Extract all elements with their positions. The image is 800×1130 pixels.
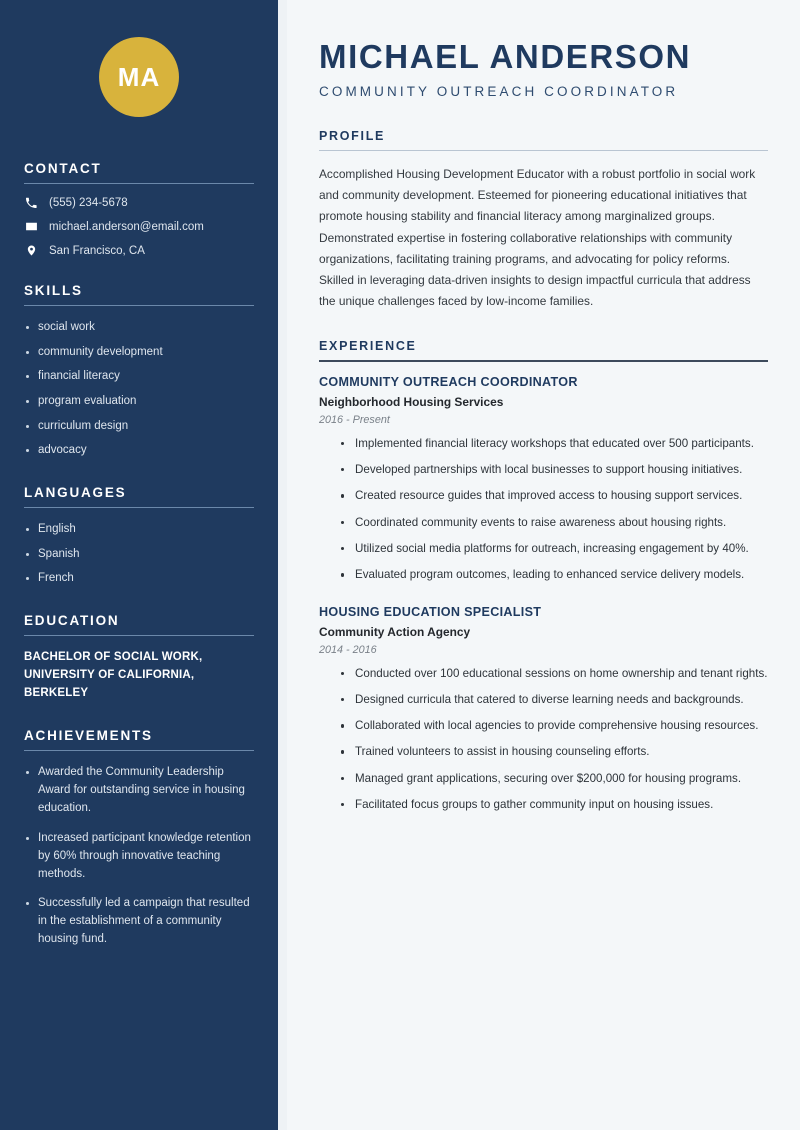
contact-divider (24, 183, 254, 184)
list-item: advocacy (24, 442, 254, 459)
avatar-container (24, 0, 254, 161)
list-item: Managed grant applications, securing over $200,000 for housing programs. (341, 770, 768, 788)
list-item: Utilized social media platforms for outreach, increasing engagement by 40%. (341, 540, 768, 558)
list-item: Designed curricula that catered to diverse learning needs and backgrounds. (341, 691, 768, 709)
phone-icon (24, 197, 38, 209)
profile-divider (319, 150, 768, 151)
job-bullet-list (319, 435, 768, 585)
page-title: MICHAEL ANDERSON (319, 38, 692, 75)
section-experience (319, 339, 768, 814)
achievements-list (24, 764, 254, 948)
sidebar-section-languages (24, 485, 254, 587)
list-item: Facilitated focus groups to gather community input on housing issues. (341, 796, 768, 814)
list-item: community development (24, 344, 254, 361)
main-content (287, 0, 800, 1130)
list-item: Implemented financial literacy workshops that educated over 500 participants. (341, 435, 768, 453)
list-item: Collaborated with local agencies to provide comprehensive housing resources. (341, 717, 768, 735)
list-item: social work (24, 319, 254, 336)
contact-heading: CONTACT (24, 161, 102, 176)
sidebar-section-achievements (24, 728, 254, 948)
list-item: Trained volunteers to assist in housing counseling efforts. (341, 743, 768, 761)
skills-heading: SKILLS (24, 283, 83, 298)
achievements-heading: ACHIEVEMENTS (24, 728, 153, 744)
list-item: financial literacy (24, 368, 254, 385)
sidebar-section-education (24, 613, 254, 702)
skills-divider (24, 305, 254, 306)
list-item: Conducted over 100 educational sessions on home ownership and tenant rights. (341, 665, 768, 683)
list-item: Coordinated community events to raise awareness about housing rights. (341, 514, 768, 532)
contact-row-location[interactable] (24, 244, 254, 257)
languages-heading: LANGUAGES (24, 485, 127, 501)
column-divider (278, 0, 287, 1130)
job-dates: 2016 - Present (319, 413, 390, 426)
experience-divider (319, 360, 768, 361)
experience-job (319, 375, 768, 585)
education-divider (24, 635, 254, 636)
job-company: Community Action Agency (319, 624, 471, 639)
headline-job-title: COMMUNITY OUTREACH COORDINATOR (319, 83, 679, 99)
list-item: Developed partnerships with local businesses to support housing initiatives. (341, 461, 768, 479)
job-bullet-list (319, 665, 768, 815)
achievements-divider (24, 750, 254, 751)
job-dates: 2014 - 2016 (319, 643, 377, 656)
list-item: Successfully led a campaign that resulted in the establishment of a community housing fund. (24, 895, 254, 948)
list-item: curriculum design (24, 418, 254, 435)
envelope-icon (24, 220, 38, 233)
list-item: program evaluation (24, 393, 254, 410)
sidebar-section-skills (24, 283, 254, 459)
section-profile (319, 129, 768, 312)
job-role: HOUSING EDUCATION SPECIALIST (319, 604, 542, 619)
avatar: MA (99, 37, 179, 117)
experience-heading: EXPERIENCE (319, 339, 417, 354)
list-item: Increased participant knowledge retention by 60% through innovative teaching methods. (24, 830, 254, 883)
contact-row-phone[interactable] (24, 197, 254, 209)
list-item: Created resource guides that improved access to housing support services. (341, 487, 768, 505)
education-heading: EDUCATION (24, 613, 120, 629)
list-item: Spanish (24, 546, 254, 563)
contact-email-value: michael.anderson@email.com (49, 220, 204, 233)
sidebar-section-contact (24, 161, 254, 257)
contact-location-value: San Francisco, CA (49, 244, 145, 257)
languages-list (24, 521, 254, 587)
profile-heading: PROFILE (319, 128, 386, 143)
list-item: English (24, 521, 254, 538)
languages-divider (24, 507, 254, 508)
education-entry (24, 649, 254, 702)
list-item: Awarded the Community Leadership Award for outstanding service in housing education. (24, 764, 254, 817)
contact-phone-value: (555) 234-5678 (49, 197, 128, 209)
education-school: UNIVERSITY OF CALIFORNIA, BERKELEY (24, 668, 195, 699)
list-item: French (24, 570, 254, 587)
list-item: Evaluated program outcomes, leading to enhanced service delivery models. (341, 566, 768, 584)
sidebar (0, 0, 278, 1130)
map-pin-icon (24, 244, 38, 257)
profile-text: Accomplished Housing Development Educator with a robust portfolio in social work and community development. Esteemed for pioneering educational initiatives that promote housing stability and financial literacy among marginalized groups. Demonstrated expertise in fostering collaborative relationships with community organizations, facilitating training programs, and advocating for policy reforms. Skilled in leveraging data-driven insights to design impactful curricula that address the unique challenges faced by low-income families. (319, 166, 756, 309)
job-company: Neighborhood Housing Services (319, 394, 504, 409)
contact-row-email[interactable] (24, 220, 254, 233)
education-degree: BACHELOR OF SOCIAL WORK, (24, 651, 203, 664)
skills-list (24, 319, 254, 459)
experience-job (319, 605, 768, 815)
job-role: COMMUNITY OUTREACH COORDINATOR (319, 374, 578, 389)
